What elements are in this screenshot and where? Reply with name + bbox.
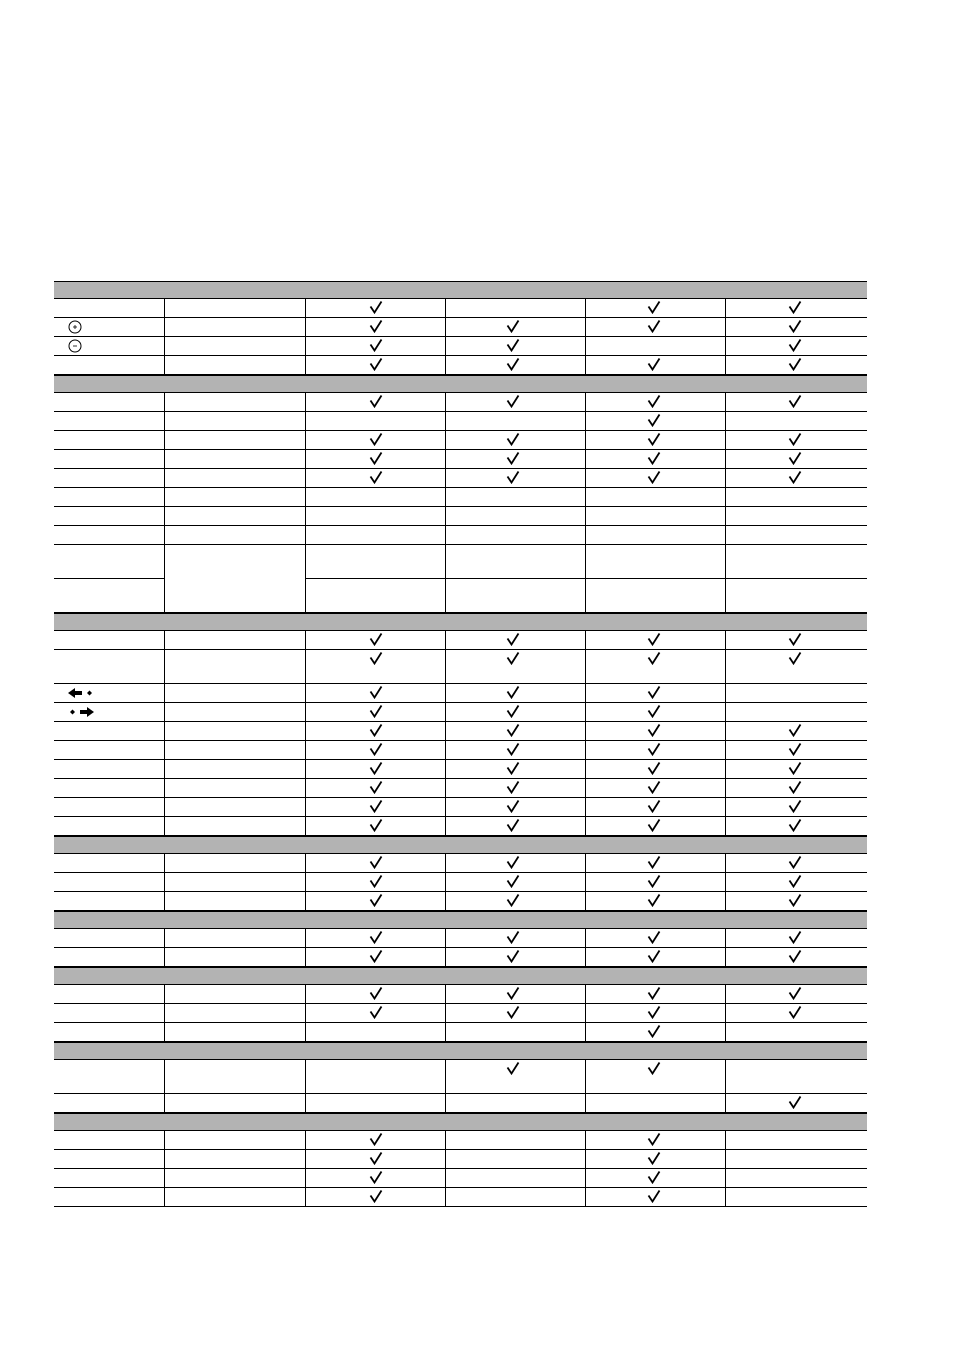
table-row <box>54 1023 867 1042</box>
table-cell <box>585 1094 725 1112</box>
check-icon <box>788 799 802 813</box>
check-icon <box>369 632 383 646</box>
table-row <box>54 488 867 507</box>
table-cell <box>725 488 867 506</box>
check-icon <box>788 723 802 737</box>
check-icon <box>788 357 802 371</box>
check-icon <box>506 742 520 756</box>
check-icon <box>788 761 802 775</box>
check-icon <box>788 818 802 832</box>
table-cell <box>585 488 725 506</box>
check-icon <box>647 300 661 314</box>
check-icon <box>647 357 661 371</box>
check-icon <box>788 394 802 408</box>
check-icon <box>369 1170 383 1184</box>
check-icon <box>788 893 802 907</box>
table-row <box>54 299 867 318</box>
table-cell <box>445 1023 585 1041</box>
table-cell <box>725 1169 867 1187</box>
check-icon <box>647 1024 661 1038</box>
table-cell <box>164 1150 305 1168</box>
table-row <box>54 412 867 431</box>
table-cell <box>164 1188 305 1206</box>
table-cell <box>164 779 305 797</box>
check-icon <box>788 780 802 794</box>
table-cell <box>164 760 305 778</box>
check-icon <box>647 799 661 813</box>
check-icon <box>647 930 661 944</box>
table-cell <box>54 507 164 525</box>
check-icon <box>369 818 383 832</box>
table-cell <box>164 337 305 355</box>
table-cell <box>54 412 164 430</box>
check-icon <box>506 1005 520 1019</box>
check-icon <box>788 451 802 465</box>
table-cell <box>164 412 305 430</box>
check-icon <box>647 394 661 408</box>
check-icon <box>647 632 661 646</box>
zoom-out-icon <box>68 339 82 353</box>
check-icon <box>647 1132 661 1146</box>
table-cell <box>445 1150 585 1168</box>
table-row <box>54 929 867 948</box>
table-cell <box>585 337 725 355</box>
table-cell <box>585 579 725 612</box>
table-row <box>54 450 867 469</box>
check-icon <box>506 470 520 484</box>
section-header-row <box>54 967 867 985</box>
table-cell <box>445 1188 585 1206</box>
table-cell <box>54 488 164 506</box>
table-cell <box>164 299 305 317</box>
check-icon <box>369 338 383 352</box>
table-cell <box>54 545 164 578</box>
merged-cell-gap <box>165 577 305 580</box>
table-cell <box>164 469 305 487</box>
check-icon <box>647 855 661 869</box>
table-cell <box>305 579 445 612</box>
check-icon <box>788 300 802 314</box>
table-row <box>54 703 867 722</box>
table-cell <box>725 1060 867 1093</box>
table-cell <box>164 631 305 649</box>
check-icon <box>788 632 802 646</box>
table-row <box>54 579 867 613</box>
check-icon <box>506 930 520 944</box>
table-cell <box>725 1131 867 1149</box>
table-cell <box>585 507 725 525</box>
check-icon <box>369 893 383 907</box>
check-icon <box>506 874 520 888</box>
table-cell <box>54 1188 164 1206</box>
check-icon <box>369 874 383 888</box>
table-row <box>54 892 867 911</box>
table-cell <box>725 1188 867 1206</box>
table-row <box>54 431 867 450</box>
zoom-in-icon <box>68 320 82 334</box>
check-icon <box>647 1189 661 1203</box>
table-cell <box>54 579 164 612</box>
table-cell <box>54 929 164 947</box>
table-cell <box>164 545 305 578</box>
table-cell <box>54 722 164 740</box>
table-cell <box>725 684 867 702</box>
feature-table <box>54 281 867 1207</box>
check-icon <box>369 855 383 869</box>
check-icon <box>506 818 520 832</box>
check-icon <box>788 874 802 888</box>
table-cell <box>164 1060 305 1093</box>
check-icon <box>506 451 520 465</box>
table-row <box>54 873 867 892</box>
table-cell <box>445 488 585 506</box>
table-cell <box>164 873 305 891</box>
table-row <box>54 948 867 967</box>
table-row <box>54 318 867 337</box>
table-cell <box>54 393 164 411</box>
table-cell <box>305 412 445 430</box>
table-cell <box>164 722 305 740</box>
table-cell <box>54 985 164 1003</box>
check-icon <box>369 319 383 333</box>
check-icon <box>369 704 383 718</box>
table-cell <box>445 1094 585 1112</box>
table-row <box>54 1169 867 1188</box>
table-cell <box>164 1169 305 1187</box>
table-cell <box>164 854 305 872</box>
check-icon <box>647 986 661 1000</box>
check-icon <box>369 761 383 775</box>
table-cell <box>54 760 164 778</box>
table-cell <box>54 356 164 374</box>
table-cell <box>164 1023 305 1041</box>
check-icon <box>369 1151 383 1165</box>
arrow-left-icon <box>68 686 94 700</box>
table-row <box>54 1150 867 1169</box>
table-cell <box>164 393 305 411</box>
table-row <box>54 684 867 703</box>
table-cell <box>54 526 164 544</box>
check-icon <box>369 1189 383 1203</box>
section-header-row <box>54 375 867 393</box>
table-cell <box>54 703 164 721</box>
table-cell <box>445 526 585 544</box>
table-cell <box>164 1131 305 1149</box>
table-cell <box>54 299 164 317</box>
table-cell <box>585 526 725 544</box>
table-cell <box>445 545 585 578</box>
table-row <box>54 1131 867 1150</box>
check-icon <box>647 949 661 963</box>
table-cell <box>164 507 305 525</box>
check-icon <box>369 1132 383 1146</box>
check-icon <box>788 1005 802 1019</box>
table-cell <box>725 1150 867 1168</box>
check-icon <box>647 893 661 907</box>
table-cell <box>54 318 164 336</box>
table-cell <box>54 817 164 835</box>
check-icon <box>369 723 383 737</box>
check-icon <box>369 780 383 794</box>
table-row <box>54 985 867 1004</box>
table-cell <box>164 892 305 910</box>
check-icon <box>506 799 520 813</box>
table-cell <box>164 703 305 721</box>
table-cell <box>305 507 445 525</box>
check-icon <box>369 300 383 314</box>
check-icon <box>369 685 383 699</box>
check-icon <box>369 432 383 446</box>
table-cell <box>164 1004 305 1022</box>
table-cell <box>164 684 305 702</box>
table-cell <box>164 318 305 336</box>
table-cell <box>164 579 305 612</box>
check-icon <box>506 651 520 665</box>
table-row <box>54 722 867 741</box>
table-cell <box>164 356 305 374</box>
check-icon <box>788 949 802 963</box>
table-row <box>54 741 867 760</box>
table-cell <box>54 873 164 891</box>
check-icon <box>369 470 383 484</box>
table-row <box>54 469 867 488</box>
check-icon <box>647 1061 661 1075</box>
table-cell <box>305 526 445 544</box>
check-icon <box>506 685 520 699</box>
check-icon <box>506 893 520 907</box>
check-icon <box>506 1061 520 1075</box>
table-row <box>54 650 867 684</box>
table-cell <box>54 631 164 649</box>
check-icon <box>369 1005 383 1019</box>
table-cell <box>445 299 585 317</box>
table-cell <box>305 488 445 506</box>
check-icon <box>647 1151 661 1165</box>
table-row <box>54 545 867 579</box>
check-icon <box>506 761 520 775</box>
check-icon <box>506 319 520 333</box>
check-icon <box>369 394 383 408</box>
check-icon <box>647 704 661 718</box>
check-icon <box>506 338 520 352</box>
check-icon <box>647 1170 661 1184</box>
check-icon <box>647 319 661 333</box>
table-cell <box>725 1023 867 1041</box>
check-icon <box>788 742 802 756</box>
check-icon <box>506 394 520 408</box>
table-cell <box>54 650 164 683</box>
check-icon <box>369 742 383 756</box>
table-row <box>54 854 867 873</box>
table-cell <box>54 1169 164 1187</box>
check-icon <box>788 470 802 484</box>
table-row <box>54 631 867 650</box>
check-icon <box>369 651 383 665</box>
check-icon <box>506 986 520 1000</box>
check-icon <box>506 949 520 963</box>
check-icon <box>647 874 661 888</box>
check-icon <box>506 723 520 737</box>
table-row <box>54 817 867 836</box>
check-icon <box>647 685 661 699</box>
table-cell <box>725 412 867 430</box>
table-row <box>54 393 867 412</box>
table-cell <box>54 450 164 468</box>
table-cell <box>725 507 867 525</box>
check-icon <box>788 319 802 333</box>
table-cell <box>54 337 164 355</box>
section-header-row <box>54 1042 867 1060</box>
table-cell <box>445 412 585 430</box>
check-icon <box>647 1005 661 1019</box>
table-row <box>54 760 867 779</box>
table-cell <box>54 1004 164 1022</box>
table-cell <box>164 488 305 506</box>
table-cell <box>445 1169 585 1187</box>
table-cell <box>54 469 164 487</box>
check-icon <box>647 451 661 465</box>
check-icon <box>369 799 383 813</box>
check-icon <box>506 357 520 371</box>
check-icon <box>369 357 383 371</box>
table-cell <box>164 1094 305 1112</box>
check-icon <box>369 949 383 963</box>
check-icon <box>788 651 802 665</box>
table-row <box>54 526 867 545</box>
table-cell <box>54 892 164 910</box>
check-icon <box>647 742 661 756</box>
table-cell <box>54 1094 164 1112</box>
check-icon <box>369 451 383 465</box>
table-row <box>54 1094 867 1113</box>
check-icon <box>788 432 802 446</box>
table-cell <box>164 450 305 468</box>
check-icon <box>647 432 661 446</box>
table-cell <box>54 1131 164 1149</box>
check-icon <box>647 780 661 794</box>
check-icon <box>647 651 661 665</box>
table-cell <box>164 817 305 835</box>
table-row <box>54 779 867 798</box>
table-cell <box>164 741 305 759</box>
table-cell <box>725 579 867 612</box>
table-cell <box>164 431 305 449</box>
table-cell <box>305 545 445 578</box>
check-icon <box>788 855 802 869</box>
check-icon <box>647 761 661 775</box>
table-cell <box>164 929 305 947</box>
table-cell <box>164 650 305 683</box>
table-row <box>54 1060 867 1094</box>
table-cell <box>54 1060 164 1093</box>
table-cell <box>445 507 585 525</box>
check-icon <box>369 986 383 1000</box>
table-row <box>54 337 867 356</box>
table-cell <box>54 684 164 702</box>
check-icon <box>788 986 802 1000</box>
table-cell <box>725 545 867 578</box>
table-cell <box>305 1023 445 1041</box>
table-row <box>54 1188 867 1207</box>
check-icon <box>647 413 661 427</box>
check-icon <box>788 1095 802 1109</box>
table-cell <box>164 798 305 816</box>
table-row <box>54 356 867 375</box>
table-cell <box>54 798 164 816</box>
section-header-row <box>54 613 867 631</box>
table-row <box>54 1004 867 1023</box>
table-cell <box>54 854 164 872</box>
table-cell <box>585 545 725 578</box>
table-cell <box>725 703 867 721</box>
section-header-row <box>54 281 867 299</box>
check-icon <box>506 780 520 794</box>
arrow-right-icon <box>68 705 94 719</box>
check-icon <box>647 723 661 737</box>
check-icon <box>788 338 802 352</box>
table-cell <box>54 779 164 797</box>
check-icon <box>788 930 802 944</box>
check-icon <box>647 818 661 832</box>
check-icon <box>369 930 383 944</box>
check-icon <box>506 704 520 718</box>
table-cell <box>164 526 305 544</box>
section-header-row <box>54 1113 867 1131</box>
table-cell <box>445 1131 585 1149</box>
check-icon <box>506 632 520 646</box>
table-cell <box>164 985 305 1003</box>
table-cell <box>54 1150 164 1168</box>
section-header-row <box>54 911 867 929</box>
table-cell <box>54 431 164 449</box>
table-cell <box>305 1094 445 1112</box>
table-cell <box>54 741 164 759</box>
check-icon <box>506 432 520 446</box>
table-cell <box>725 526 867 544</box>
section-header-row <box>54 836 867 854</box>
table-row <box>54 507 867 526</box>
table-cell <box>305 1060 445 1093</box>
check-icon <box>506 855 520 869</box>
table-cell <box>54 1023 164 1041</box>
table-cell <box>54 948 164 966</box>
table-row <box>54 798 867 817</box>
table-cell <box>445 579 585 612</box>
check-icon <box>647 470 661 484</box>
table-cell <box>164 948 305 966</box>
